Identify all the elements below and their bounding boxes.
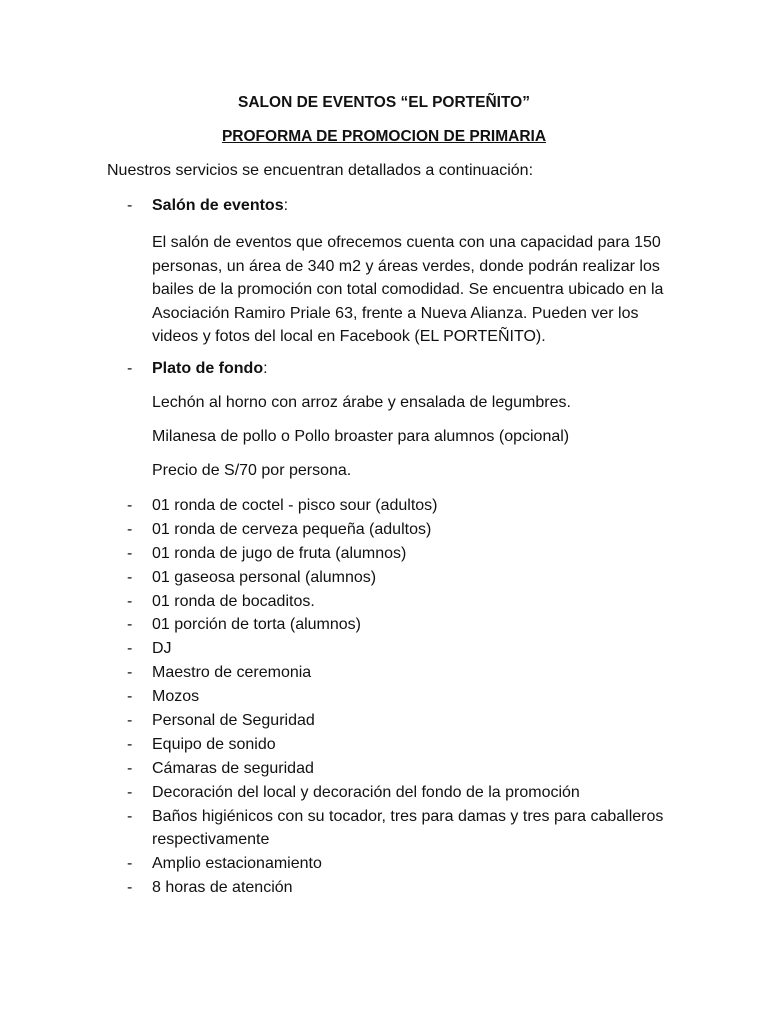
plato-heading-colon: :	[263, 360, 268, 377]
bullet-dash: -	[127, 759, 133, 777]
bullet-dash: -	[127, 735, 133, 753]
list-item	[0, 852, 768, 876]
plato-line-2: Milanesa de pollo o Pollo broaster para alumnos (opcional)	[152, 428, 570, 445]
plato-price: Precio de S/70 por persona.	[152, 462, 352, 479]
bullet-dash: -	[127, 497, 133, 514]
list-item-text: Decoración del local y decoración del fondo de la promoción	[152, 783, 580, 801]
bullet-dash: -	[127, 664, 133, 682]
list-item-text: 01 porción de torta (alumnos)	[152, 616, 361, 634]
plato-line-1: Lechón al horno con arroz árabe y ensalada de legumbres.	[152, 394, 571, 411]
bullet-dash: -	[127, 783, 133, 801]
bullet-dash: -	[127, 855, 133, 873]
bullet-dash: -	[127, 197, 133, 214]
list-item	[0, 876, 768, 900]
intro-text: Nuestros servicios se encuentran detallados a continuación:	[107, 162, 534, 179]
bullet-dash: -	[127, 688, 133, 706]
list-item	[0, 518, 768, 542]
salon-heading-colon: :	[283, 197, 289, 214]
list-item	[0, 637, 768, 661]
document-title: SALON DE EVENTOS “EL PORTEÑITO”	[238, 94, 530, 111]
list-item	[0, 781, 768, 805]
list-item-text: 8 horas de atención	[152, 879, 293, 897]
bullet-dash: -	[127, 879, 133, 897]
list-item-text: Personal de Seguridad	[152, 712, 315, 730]
list-item-text: 01 ronda de bocaditos.	[152, 592, 315, 610]
list-item	[0, 661, 768, 685]
bullet-dash: -	[127, 520, 133, 538]
list-item	[0, 566, 768, 590]
list-item	[0, 542, 768, 566]
list-item-text: 01 ronda de coctel - pisco sour (adultos)	[152, 497, 438, 514]
bullet-dash: -	[127, 544, 133, 562]
list-item-text: Equipo de sonido	[152, 735, 276, 753]
list-item	[0, 590, 768, 614]
document-subtitle: PROFORMA DE PROMOCION DE PRIMARIA	[221, 128, 547, 145]
list-item	[0, 685, 768, 709]
bullet-dash: -	[127, 712, 133, 730]
plato-heading-label: Plato de fondo	[152, 360, 264, 377]
bullet-dash: -	[127, 807, 133, 825]
list-item-text: Mozos	[152, 688, 200, 706]
list-item	[0, 494, 768, 518]
services-list	[0, 494, 768, 900]
bullet-dash: -	[127, 592, 133, 610]
salon-heading-label: Salón de eventos	[152, 197, 284, 214]
list-item	[0, 709, 768, 733]
list-item-text: Baños higiénicos con su tocador, tres para damas y tres para caballeros respectivamente	[152, 807, 664, 849]
salon-description: El salón de eventos que ofrecemos cuenta con una capacidad para 150 personas, un área de 340 m2 y áreas verdes, donde podrán realizar los bailes de la promoción con total comodidad. Se encuentra ubicado en la Asociación Ramiro Priale 63, frente a Nueva Alianza. Pueden ver los videos y fotos del local en Facebook (EL PORTEÑITO).	[152, 234, 664, 346]
bullet-dash: -	[127, 360, 133, 377]
list-item-text: Cámaras de seguridad	[152, 759, 314, 777]
list-item	[0, 805, 768, 853]
bullet-dash: -	[127, 616, 133, 634]
bullet-dash: -	[127, 568, 133, 586]
list-item-text: Amplio estacionamiento	[152, 855, 322, 873]
list-item-text: 01 gaseosa personal (alumnos)	[152, 568, 377, 586]
list-item	[0, 757, 768, 781]
list-item-text: 01 ronda de jugo de fruta (alumnos)	[152, 544, 407, 562]
list-item-text: DJ	[152, 640, 172, 658]
salon-heading	[152, 197, 288, 215]
list-item	[0, 733, 768, 757]
bullet-dash: -	[127, 640, 133, 658]
list-item-text: 01 ronda de cerveza pequeña (adultos)	[152, 520, 432, 538]
plato-heading	[152, 360, 268, 378]
list-item	[0, 613, 768, 637]
list-item-text: Maestro de ceremonia	[152, 664, 312, 682]
